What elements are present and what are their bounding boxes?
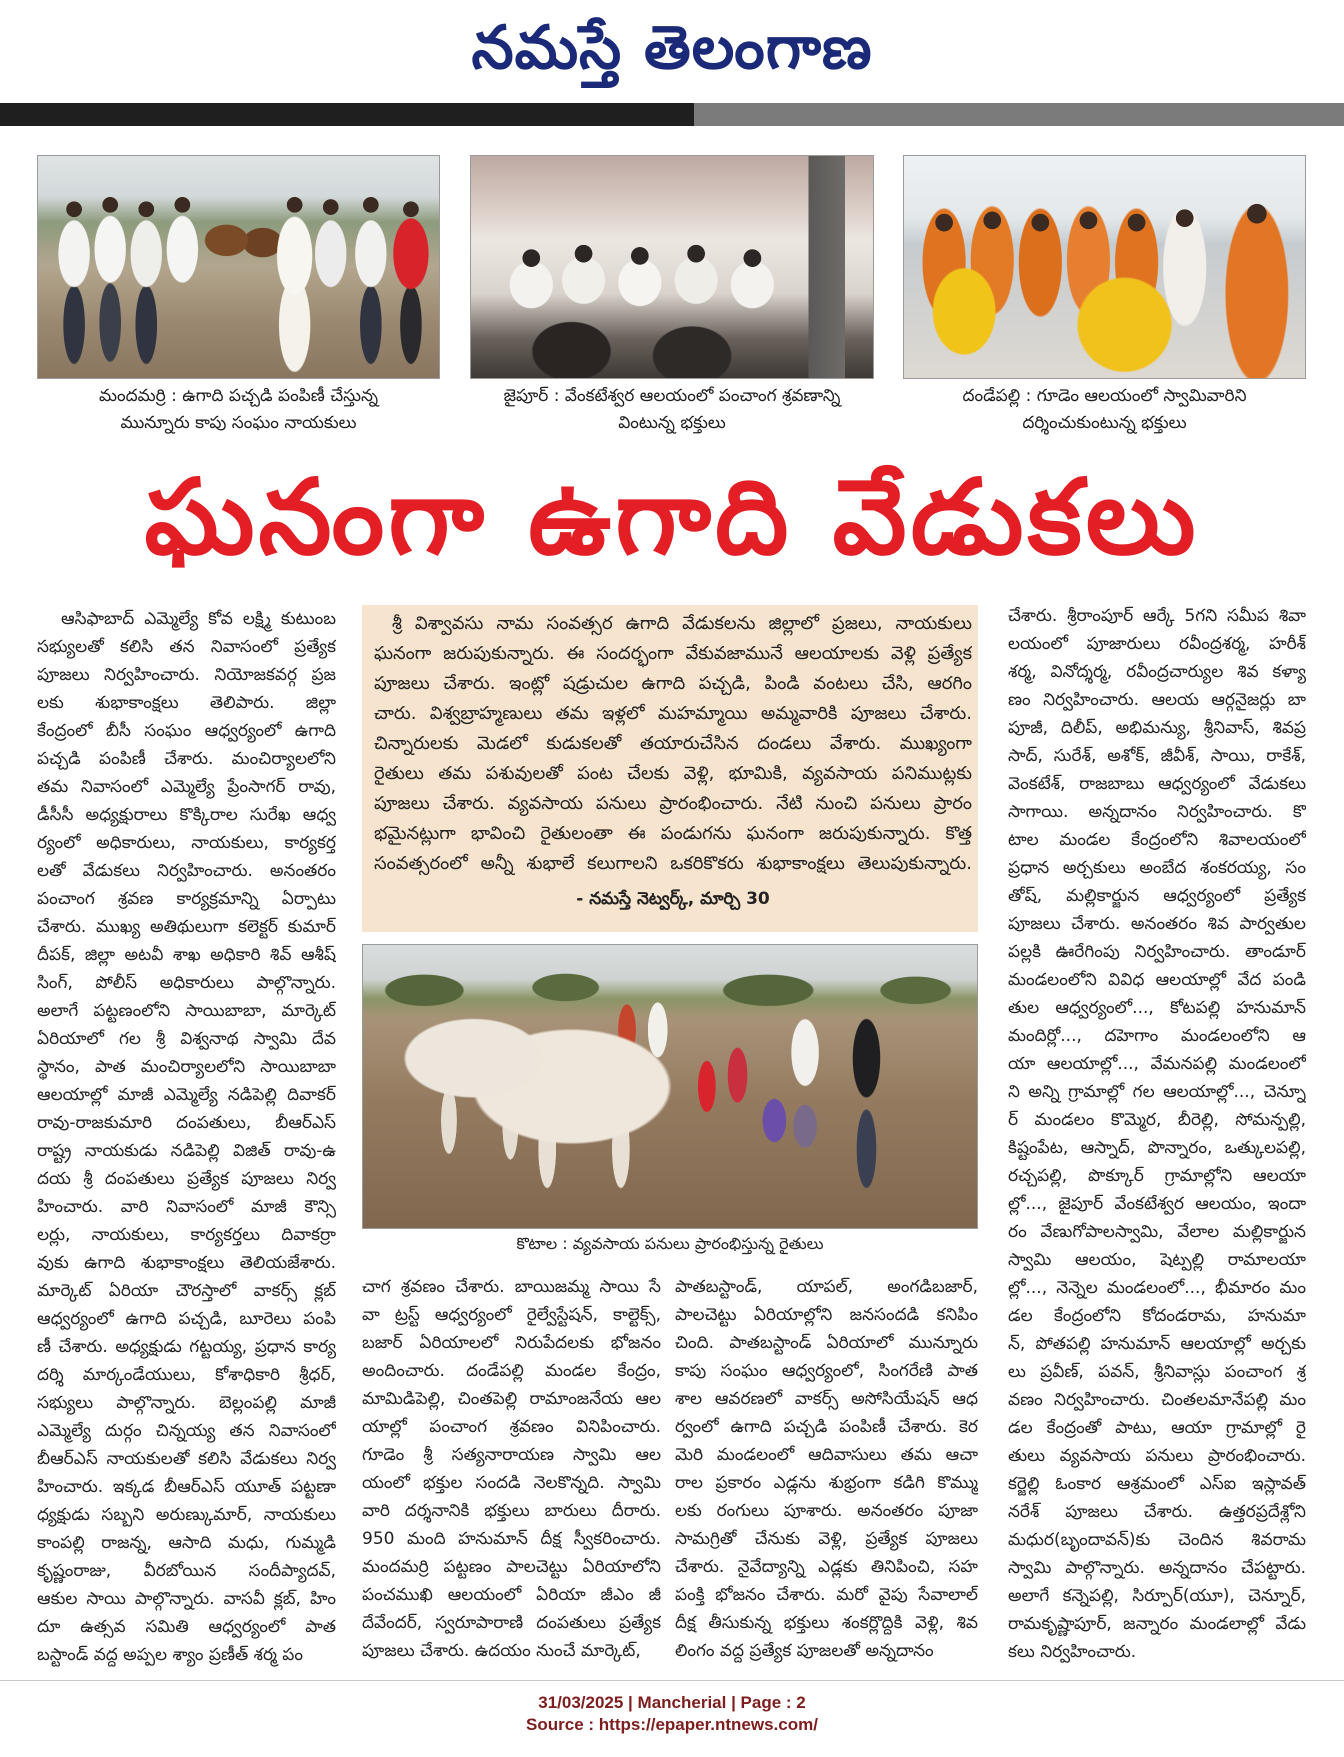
text-line: కలు నిర్వహించారు.: [1008, 1642, 1137, 1662]
text-line: మెరి మండలంలో ఆదివాసులు తమ ఆచా: [675, 1445, 978, 1465]
text-line: కిష్టంపేట, ఆస్నాద్, పొన్నారం, ఒత్కులపల్లి,: [1008, 1138, 1306, 1158]
text-line: అందించారు. దండేపల్లి మండల కేంద్రం,: [362, 1361, 661, 1381]
text-line: చేశారు. ముఖ్య అతిథులుగా కలెక్టర్ కుమార్: [37, 917, 336, 937]
photo-caption-mandamarri: [37, 383, 440, 437]
text-line: నరేశ్ పూజలు చేశారు. ఉత్తరప్రదేశ్లోని: [1008, 1502, 1306, 1522]
text-line: పూజలు చేశారు. అనంతరం శివ పార్వతుల: [1008, 914, 1306, 934]
text-line: లర్లు, నాయకులు, కార్యకర్తలు దివాకర్రా: [37, 1225, 336, 1245]
article-column-center-left: [362, 1273, 661, 1665]
photo-caption-kotala: కొటాల : వ్యవసాయ పనులు ప్రారంభిస్తున్న రైతులు: [516, 1234, 824, 1253]
text-line: కాపు సంఘం ఆధ్వర్యంలో, సింగరేణి పాత: [675, 1361, 978, 1381]
text-line: మున్నూరు కాపు సంఘం నాయకులు: [120, 413, 357, 433]
text-line: కృష్ణంరాజు, వీరబోయిన సందీప్యాదవ్,: [37, 1561, 336, 1581]
text-line: ల్లో..., జైపూర్ వేంకటేశ్వర ఆలయం, ఇందా: [1008, 1194, 1306, 1214]
text-line: దేవేందర్, స్వరూపారాణి దంపతులు ప్రత్యేక: [362, 1613, 661, 1633]
summary-text: [374, 609, 972, 879]
masthead-logo: నమస్తే తెలంగాణ: [471, 13, 873, 83]
header-bar-gray: [694, 103, 1344, 126]
text-line: ల్లో..., నెన్నెల మండలంలో..., భీమారం మం: [1008, 1278, 1306, 1298]
text-line: చారు. విశ్వబ్రాహ్మణులు తమ ఇళ్లలో మహమ్మాయి అమ్మవారికి పూజలు చేశారు.: [374, 703, 972, 724]
text-line: స్థానం, పాత మంచిర్యాలలోని సాయిబాబా: [37, 1057, 336, 1077]
text-line: రచ్చపల్లి, పొక్కూర్ గ్రామాల్లోని ఆలయా: [1008, 1166, 1306, 1186]
text-line: ఏరియాలో గల శ్రీ విశ్వనాథ స్వామి దేవ: [37, 1029, 336, 1049]
text-line: కేంద్రంలో బీసీ సంఘం ఆధ్వర్యంలో ఉగాది: [37, 721, 336, 741]
article-column-left: [37, 605, 336, 1669]
text-line: టాల మండల కేంద్రంలోని శివాలయంలో: [1008, 830, 1306, 850]
text-line: లకు శుభాకాంక్షలు తెలిపారు. జిల్లా: [37, 693, 336, 713]
text-line: జైపూర్ : వేంకటేశ్వర ఆలయంలో పంచాంగ శ్రవణాన్ని: [503, 386, 841, 406]
text-line: శాల ఆవరణలో వాకర్స్ అసోసియేషన్ ఆధ: [675, 1389, 978, 1409]
text-line: లింగం వద్ద ప్రత్యేక పూజలతో అన్నదానం: [675, 1641, 934, 1661]
text-line: శ్రీ విశ్వావసు నామ సంవత్సర ఉగాది వేడుకలను జిల్లాలో ప్రజలు, నాయకులు: [392, 613, 972, 634]
text-line: తులు వ్యవసాయ పనులు ప్రారంభించారు.: [1008, 1446, 1306, 1466]
text-line: యాల్లో పంచాంగ శ్రవణం వినిపించారు.: [362, 1417, 661, 1437]
text-line: దీక్ష తీసుకున్న భక్తులు శంకర్లొద్దికి వెళ్లి, శివ: [675, 1613, 978, 1633]
text-line: సభ్యులు పాల్గొన్నారు. బెల్లంపల్లి మాజీ: [37, 1393, 336, 1413]
text-line: సింగ్, పోలీస్ అధికారులు పాల్గొన్నారు.: [37, 973, 336, 993]
text-line: భమైనట్లుగా భావించి రైతులంతా ఈ పండుగను ఘనంగా జరుపుకున్నారు. కొత్త: [374, 823, 972, 844]
text-line: మండలంలోని వివిధ ఆలయాల్లో వేద పండి: [1008, 970, 1306, 990]
text-line: రాల ప్రకారం ఎడ్లను శుభ్రంగా కడిగి కొమ్ము: [675, 1473, 978, 1493]
text-line: సభ్యులతో కలిసి తన నివాసంలో ప్రత్యేక: [37, 637, 336, 657]
text-line: వుకు ఉగాది శుభాకాంక్షలు తెలియజేశారు.: [37, 1253, 336, 1273]
photo-caption-dandepalli: [903, 383, 1306, 437]
text-line: మందమర్రి పట్టణం పాలచెట్టు ఏరియాలోని: [362, 1557, 661, 1577]
text-line: ప్రధాన అర్చకులు అంబేద శంకరయ్య, సం: [1008, 858, 1306, 878]
text-line: తోష్, మల్లికార్జున ఆధ్వర్యంలో ప్రత్యేక: [1008, 886, 1306, 906]
photo-caption-jaipur: [470, 383, 874, 437]
text-line: రాష్ట్ర నాయకుడు నడిపెల్లి విజిత్ రావు-ఉ: [37, 1141, 336, 1161]
text-line: పచ్చడి పంపిణీ చేశారు. మంచిర్యాలలోని: [37, 749, 336, 769]
header-bar-dark: [0, 103, 694, 126]
text-line: బీఆర్ఎస్ నాయకులతో కలిసి వేడుకలు నిర్వ: [37, 1449, 336, 1469]
text-line: రామకృష్ణాపూర్, జన్నారం మండలాల్లో వేడు: [1008, 1614, 1306, 1634]
text-line: పూజలు చేశారు. ఇంట్లో షడ్రుచుల ఉగాది పచ్చడి, పిండి వంటలు చేసి, ఆరగిం: [374, 673, 972, 694]
text-line: ర్వంలో ఉగాది పచ్చడి పంపిణీ చేశారు. కెర: [675, 1417, 978, 1437]
text-line: 950 మంది హనుమాన్ దీక్ష స్వీకరించారు.: [362, 1529, 661, 1549]
text-line: యంలో భక్తుల సందడి నెలకొన్నది. స్వామి: [362, 1473, 661, 1493]
text-line: దయ శ్రీ దంపతులు ప్రత్యేక పూజలు నిర్వ: [37, 1169, 336, 1189]
text-line: హించారు. వారి నివాసంలో మాజీ కౌన్సి: [37, 1197, 336, 1217]
text-line: మామిడిపెల్లి, చింతపెల్లి రామాంజనేయ ఆల: [362, 1389, 661, 1409]
summary-box: [362, 605, 978, 932]
text-line: దూ ఉత్సవ సమితి ఆధ్వర్యంలో పాత: [37, 1617, 336, 1637]
text-line: పంక్తి భోజనం చేశారు. మరో వైపు సేవాలాల్: [675, 1585, 978, 1605]
text-line: చింది. పాతబస్టాండ్ ఏరియాలో మున్నూరు: [675, 1333, 978, 1353]
text-line: అలాగే కన్నెపల్లి, సిర్పూర్(యూ), చెన్నూర్,: [1008, 1586, 1306, 1606]
text-line: గూడెం శ్రీ సత్యనారాయణ స్వామి ఆల: [362, 1445, 661, 1465]
text-line: ఆలయాల్లో మాజీ ఎమ్మెల్యే నడిపెల్లి దివాకర్: [37, 1085, 336, 1105]
text-line: దర్శించుకుంటున్న భక్తులు: [1022, 413, 1187, 433]
text-line: ణీ చేశారు. అధ్యక్షుడు గట్టయ్య, ప్రధాన కార్య: [37, 1337, 336, 1357]
text-line: పాలచెట్టు ఏరియాల్లోని జనసందడి కనిపిం: [675, 1305, 978, 1325]
article-column-right: [1008, 602, 1306, 1666]
text-line: ర్ మండలం కొమ్మెర, బీరెల్లి, సోమన్పల్లి,: [1008, 1110, 1306, 1130]
text-line: కర్జెల్లి ఓంకార ఆశ్రమంలో ఎస్ఐ ఇస్లావత్: [1008, 1474, 1306, 1494]
text-line: వారి దర్శనానికి భక్తులు బారులు దీరారు.: [362, 1501, 661, 1521]
text-line: న్, పోతపల్లి హనుమాన్ ఆలయాల్లో అర్చకు: [1008, 1334, 1306, 1354]
text-line: బస్టాండ్ వద్ద అప్పల శ్యాం ప్రణీత్ శర్మ పం: [37, 1645, 303, 1665]
text-line: సాగాయి. అన్నదానం నిర్వహించారు. కొ: [1008, 802, 1306, 822]
text-line: స్వామి ఆలయం, షెట్పల్లి రామాలయా: [1008, 1250, 1306, 1270]
text-line: దీపక్, జిల్లా అటవీ శాఖ అధికారి శివ్ ఆశీష్: [37, 945, 336, 965]
text-line: ఆసిఫాబాద్ ఎమ్మెల్యే కోవ లక్ష్మి కుటుంబ: [61, 609, 336, 629]
text-line: దండేపల్లి : గూడెం ఆలయంలో స్వామివారిని: [962, 386, 1247, 406]
text-line: తుల ఆధ్వర్యంలో..., కోటపల్లి హనుమాన్: [1008, 998, 1306, 1018]
text-line: వింటున్న భక్తులు: [618, 413, 726, 433]
text-line: పూజలు చేశారు. ఉదయం నుంచే మార్కెట్,: [362, 1641, 641, 1661]
text-line: రం వేణుగోపాలస్వామి, వేలాల మల్లికార్జున: [1008, 1222, 1306, 1242]
text-line: చిన్నారులకు మెడలో కుడుకలతో తయారుచేసిన దండలు వేశారు. ముఖ్యంగా: [374, 733, 972, 754]
headline: ఘనంగా ఉగాది వేడుకలు: [144, 456, 1200, 578]
text-line: అలాగే పట్టణంలోని సాయిబాబా, మార్కెట్: [37, 1001, 336, 1021]
text-line: యా ఆలయాల్లో..., వేమనపల్లి మండలంలో: [1008, 1054, 1306, 1074]
text-line: డీసీసీ అధ్యక్షురాలు కొక్కిరాల సురేఖ ఆధ్వ: [37, 805, 336, 825]
article-column-center-right: [675, 1273, 978, 1665]
text-line: చేశారు. శ్రీరాంపూర్ ఆర్కే 5గని సమీప శివా: [1008, 606, 1306, 626]
text-line: మందిర్లో..., దహెగాం మండలంలోని ఆ: [1008, 1026, 1306, 1046]
photo-jaipur: [470, 155, 874, 379]
text-line: లకు రంగులు పూశారు. అనంతరం పూజా: [675, 1501, 978, 1521]
text-line: లయంలో పూజారులు రవీంద్రశర్మ, హరీశ్: [1008, 634, 1306, 654]
text-line: డల కేంద్రంతో పాటు, ఆయా గ్రామాల్లో రై: [1008, 1418, 1306, 1438]
photo-mandamarri: [37, 155, 440, 379]
photo-kotala-farmers: [362, 944, 978, 1229]
text-line: ఆధ్వర్యంలో ఉగాది పచ్చడి, బూరెలు పంపి: [37, 1309, 336, 1329]
text-line: మార్కెట్ ఏరియా చౌరస్తాలో వాకర్స్ క్లబ్: [37, 1281, 336, 1301]
text-line: పూజలు చేశారు. వ్యవసాయ పనులు ప్రారంభించారు. నేటి నుంచి పనులు ప్రారం: [374, 793, 972, 814]
text-line: వా ట్రస్ట్ ఆధ్వర్యంలో రైల్వేస్టేషన్, కాల్టెక్స్,: [362, 1305, 661, 1325]
text-line: పల్లకి ఊరేగింపు నిర్వహించారు. తాండూర్: [1008, 942, 1306, 962]
text-line: చాగ శ్రవణం చేశారు. బాయిజమ్మ సాయి సే: [362, 1277, 661, 1297]
text-line: ర్యంలో అధికారులు, నాయకులు, కార్యకర్త: [37, 833, 336, 853]
text-line: ఎమ్మెల్యే దుర్గం చిన్నయ్య తన నివాసంలో: [37, 1421, 336, 1441]
text-line: పంచముఖి ఆలయంలో ఏరియా జీఎం జీ: [362, 1585, 661, 1605]
text-line: సామగ్రితో చేనుకు వెళ్లి, ప్రత్యేక పూజలు: [675, 1529, 978, 1549]
footer-source-line: Source : https://epaper.ntnews.com/: [526, 1715, 818, 1734]
text-line: శర్మ, వినోద్శర్మ, రవీంద్రచార్యుల శివ కళ్యా: [1008, 662, 1306, 682]
text-line: హించారు. ఇక్కడ బీఆర్ఎస్ యూత్ పట్టణా: [37, 1477, 336, 1497]
text-line: డల కేంద్రంలోని కోదండరామ, హనుమా: [1008, 1306, 1306, 1326]
byline: - నమస్తే నెట్వర్క్, మార్చి 30: [576, 889, 770, 909]
text-line: స్వామి పాల్గొన్నారు. అన్నదానం చేపట్టారు.: [1008, 1558, 1306, 1578]
text-line: మందమర్రి : ఉగాది పచ్చడి పంపిణీ చేస్తున్న: [99, 386, 378, 406]
text-line: తమ నివాసంలో ఎమ్మెల్యే ప్రేంసాగర్ రావు,: [37, 777, 336, 797]
text-line: పాతబస్టాండ్, యాపల్, అంగడిబజార్,: [675, 1277, 978, 1297]
text-line: సాద్, సురేశ్, అశోక్, జీవీశ్, సాయి, రాకేశ్,: [1008, 746, 1306, 766]
text-line: పంచాంగ శ్రవణ కార్యక్రమాన్ని ఏర్పాటు: [37, 889, 336, 909]
text-line: రైతులు తమ పశువులతో పంట చేలకు వెళ్లి, భూమికి, వ్యవసాయ పనిముట్లకు: [374, 763, 972, 784]
text-line: వణం నిర్వహించారు. చింతలమానేపల్లి మం: [1008, 1390, 1306, 1410]
text-line: వెంకటేశ్, రాజబాబు ఆధ్వర్యంలో వేడుకలు: [1008, 774, 1306, 794]
text-line: పూజలు నిర్వహించారు. నియోజకవర్గ ప్రజ: [37, 665, 336, 685]
text-line: ని అన్ని గ్రామాల్లో గల ఆలయాల్లో..., చెన్నూ: [1008, 1082, 1306, 1102]
text-line: మధుర(బృందావన్)కు చెందిన శివరామ: [1008, 1530, 1306, 1550]
text-line: ణం నిర్వహించారు. ఆలయ ఆర్గనైజర్లు బా: [1008, 690, 1306, 710]
text-line: ధ్యక్షుడు సబ్బని అరుణ్కుమార్, నాయకులు: [37, 1505, 336, 1525]
text-line: చేశారు. నైవేద్యాన్ని ఎడ్లకు తినిపించి, సహ: [675, 1557, 978, 1577]
photo-dandepalli: [903, 155, 1306, 379]
text-line: ఆకుల సాయి పాల్గొన్నారు. వాసవీ క్లబ్, హిం: [37, 1589, 336, 1609]
text-line: ఘనంగా జరుపుకున్నారు. ఈ సందర్భంగా వేకువజామునే ఆలయాలకు వెళ్లి ప్రత్యేక: [374, 643, 972, 664]
text-line: లతో వేడుకలు నిర్వహించారు. అనంతరం: [37, 861, 336, 881]
text-line: కాంపల్లి రాజన్న, ఆసాది మధు, గుమ్మడి: [37, 1533, 336, 1553]
text-line: బజార్ ఏరియాలలో నిరుపేదలకు భోజనం: [362, 1333, 661, 1353]
text-line: లు ప్రవీణ్, పవన్, శ్రీనివాస్లు పంచాంగ శ్ర: [1008, 1362, 1306, 1382]
text-line: పూజీ, దిలీప్, అభిమన్యు, శ్రీనివాస్, శివప్ర: [1008, 718, 1306, 738]
footer-edition-line: 31/03/2025 | Mancherial | Page : 2: [538, 1693, 806, 1712]
footer-divider: [0, 1680, 1344, 1681]
text-line: దర్శి మార్కండేయులు, కోశాధికారి శ్రీధర్,: [37, 1365, 336, 1385]
text-line: రావు-రాజకుమారి దంపతులు, బీఆర్ఎస్: [37, 1113, 336, 1133]
text-line: సంవత్సరంలో అన్నీ శుభాలే కలుగాలని ఒకరికొకరు శుభాకాంక్షలు తెలుపుకున్నారు.: [374, 853, 972, 874]
